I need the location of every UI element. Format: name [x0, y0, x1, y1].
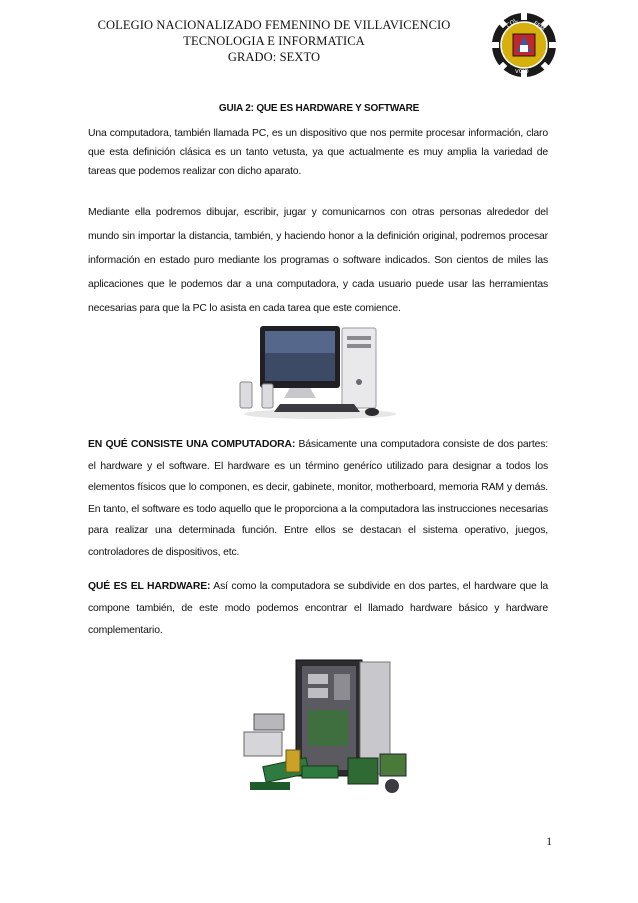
page-number: 1 [546, 836, 552, 848]
computer-hardware-components-image [240, 654, 412, 804]
paragraph-intro: Una computadora, también llamada PC, es un dispositivo que nos permite procesar información, claro que esta definición clásica es un tanto vetusta, ya que actualmente es muy amplia la variedad de tareas que podemos realizar con dicho aparato. [88, 128, 548, 177]
paragraph-hardware [88, 576, 548, 642]
paragraph-uses: Mediante ella podremos dibujar, escribir, jugar y comunicarnos con otras personas alrededor del mundo sin importar la distancia, también, y haciendo honor a la definición original, podremos procesar información en estado puro mediante los programas o software indicados. Son cientos de miles las aplicaciones que le podemos dar a una computadora, y cada usuario puede usar las herramientas necesarias para que la PC lo asista en cada tarea que este comience. [88, 207, 548, 314]
document-header [88, 17, 460, 65]
section-text-hardware: Así como la computadora se subdivide en dos partes, el hardware que la compone también, de este modo podemos encontrar el llamado hardware básico y hardware complementario. [88, 581, 548, 636]
desktop-computer-image [232, 322, 396, 420]
section-label-hardware: QUÉ ES EL HARDWARE: [88, 581, 211, 592]
guide-title: GUIA 2: QUE ES HARDWARE Y SOFTWARE [218, 103, 420, 114]
logo-text-vcio: VCIO [515, 69, 529, 75]
section-text-computer: Básicamente una computadora consiste de dos partes: el hardware y el software. El hardware es un término genérico utilizado para designar a todos los elementos físicos que lo componen, es decir, gabinete, monitor, motherboard, memoria RAM y demás. En tanto, el software es todo aquello que le proporciona a la computadora las instrucciones necesarias para realizar una determinada función. Entre ellos se destacan el sistema operativo, juegos, controladores de dispositivos, etc. [88, 439, 549, 558]
grade-label: GRADO: SEXTO [227, 50, 321, 64]
section-label-computer: EN QUÉ CONSISTE UNA COMPUTADORA: [88, 439, 296, 450]
logo-text-col: COL [505, 16, 520, 30]
school-crest-icon [491, 12, 557, 78]
paragraph-computer-parts [88, 434, 548, 563]
logo-text-fem: FEM [531, 19, 547, 33]
subject-name: TECNOLOGIA E INFORMATICA [183, 34, 365, 48]
school-name: COLEGIO NACIONALIZADO FEMENINO DE VILLAVICENCIO [97, 18, 451, 32]
